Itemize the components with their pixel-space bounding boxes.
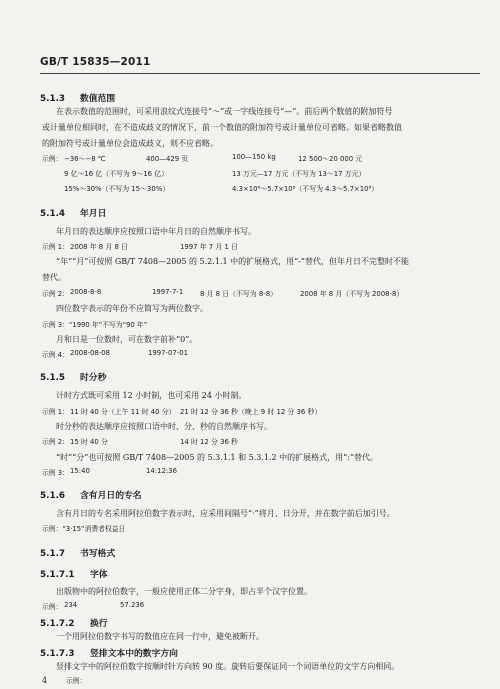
example-cell: 57.236	[120, 601, 145, 609]
section-5-1-3-heading	[40, 91, 115, 104]
section-number: 5.1.7.2	[40, 619, 75, 629]
section-title: 竖排文本中的数字方向	[90, 649, 178, 659]
section-number: 5.1.4	[40, 209, 66, 219]
section-5-1-7-heading	[40, 546, 115, 559]
section-number: 5.1.7.3	[40, 649, 75, 659]
section-5-1-6-heading	[40, 488, 142, 501]
paragraph: 年月日的表达顺序应按照口语中年月日的自然顺序书写。	[56, 227, 256, 236]
example-cell: 14:12:36	[146, 467, 177, 475]
example-cell: 8 月 8 日（不写为 8-8）	[200, 290, 278, 298]
example-cell: 12 500～20 000 元	[298, 155, 363, 163]
example-cell: 1997 年 7 月 1 日	[180, 243, 238, 251]
paragraph: 一个用阿拉伯数字书写的数值应在同一行中，避免被断开。	[56, 632, 264, 641]
section-title: 数值范围	[80, 94, 116, 104]
paragraph: 四位数字表示的年份不应简写为两位数字。	[56, 304, 208, 313]
example-cell: 100—150 kg	[232, 153, 276, 161]
example-line: 示例：“3·15”消费者权益日	[42, 525, 126, 533]
example-cell: 2008-8-8	[70, 288, 102, 296]
example-cell: 400—429 页	[146, 155, 189, 163]
example-cell: 15%～30%（不写为 15～30%）	[64, 185, 170, 193]
example-cell: 14 时 12 分 36 秒	[180, 438, 238, 446]
example-label: 示例：	[66, 677, 87, 685]
paragraph: “年”“月”可按照 GB/T 7408—2005 的 5.2.1.1 中的扩展格式，用“-”替代，但年月日不完整时不能	[56, 257, 409, 266]
standard-id: GB/T 15835—2011	[40, 56, 151, 68]
example-label: 示例 4：	[42, 351, 69, 359]
example-label: 示例：	[42, 603, 63, 611]
section-5-1-5-heading	[40, 370, 106, 383]
example-cell: 21 时 12 分 36 秒（晚上 9 时 12 分 36 秒）	[180, 408, 322, 416]
example-cell: 1997-07-01	[148, 349, 189, 357]
example-cell: 2008-08-08	[70, 349, 111, 357]
section-number: 5.1.7.1	[40, 570, 75, 580]
example-cell: 9 亿～16 亿（不写为 9～16 亿）	[64, 170, 168, 178]
section-title: 含有月日的专名	[80, 491, 142, 501]
paragraph: 时分秒的表达顺序应按照口语中时、分、秒的自然顺序书写。	[56, 422, 272, 431]
section-number: 5.1.7	[40, 549, 66, 559]
example-cell: 1997-7-1	[152, 288, 184, 296]
section-title: 年月日	[80, 209, 107, 219]
example-label: 示例 3：	[42, 469, 69, 477]
example-label: 示例 2：	[42, 290, 69, 298]
section-5-1-4-heading	[40, 206, 106, 219]
section-title: 书写格式	[80, 549, 116, 559]
example-cell: −36～−8 ℃	[64, 155, 106, 163]
section-5-1-7-2-heading	[40, 616, 108, 629]
paragraph: 竖排文字中的阿拉伯数字按顺时针方向转 90 度。旋转后要保证同一个词语单位的文字方向相同。	[56, 662, 400, 671]
example-label: 示例：	[42, 155, 63, 163]
example-cell: 2008 年 8 月（不写为 2008-8）	[300, 290, 404, 298]
paragraph: 在表示数值的范围时，可采用浪纹式连接号“～”或一字线连接号“—”。前后两个数值的附加符号	[56, 107, 393, 116]
example-cell: 11 时 40 分（上午 11 时 40 分）	[70, 408, 176, 416]
example-label: 示例 1：	[42, 243, 69, 251]
section-number: 5.1.6	[40, 491, 66, 501]
example-cell: 15:40	[70, 467, 90, 475]
page-number: 4	[42, 676, 48, 685]
section-5-1-7-3-heading	[40, 646, 178, 659]
paragraph: 替代。	[42, 273, 66, 282]
example-cell: 15 时 40 分	[70, 438, 108, 446]
example-cell: 2008 年 8 月 8 日	[70, 243, 128, 251]
paragraph: 的附加符号或计量单位会造成歧义，则不应省略。	[42, 139, 218, 148]
section-title: 换行	[90, 619, 108, 629]
example-cell: 234	[64, 601, 78, 609]
paragraph: 含有月日的专名采用阿拉伯数字表示时，应采用间隔号“·”将月、日分开，并在数字前后加引号。	[56, 509, 395, 518]
paragraph: 出版物中的阿拉伯数字，一般应使用正体二分字身，即占半个汉字位置。	[56, 587, 312, 596]
section-number: 5.1.3	[40, 94, 66, 104]
section-title: 时分秒	[80, 373, 107, 383]
paragraph: 月和日是一位数时，可在数字前补“0”。	[56, 335, 198, 344]
example-line: 示例 3：“1990 年”不写为“90 年”	[42, 321, 148, 329]
paragraph: 或计量单位相同时，在不造成歧义的情况下，前一个数值的附加符号或计量单位可省略。如果省略数值	[42, 123, 402, 132]
example-cell: 13 万元—17 万元（不写为 13～17 万元）	[232, 170, 366, 178]
section-5-1-7-1-heading	[40, 567, 108, 580]
example-label: 示例 1：	[42, 408, 69, 416]
header-rule	[40, 73, 480, 74]
section-number: 5.1.5	[40, 373, 66, 383]
section-title: 字体	[90, 570, 108, 580]
example-cell: 4.3×10⁶～5.7×10⁸（不写为 4.3～5.7×10⁸）	[232, 185, 379, 193]
paragraph: 计时方式既可采用 12 小时制，也可采用 24 小时制。	[56, 391, 247, 400]
example-label: 示例 2：	[42, 438, 69, 446]
paragraph: “时”“分”也可按照 GB/T 7408—2005 的 5.3.1.1 和 5.3.1.2 中的扩展格式，用“:”替代。	[56, 453, 379, 462]
